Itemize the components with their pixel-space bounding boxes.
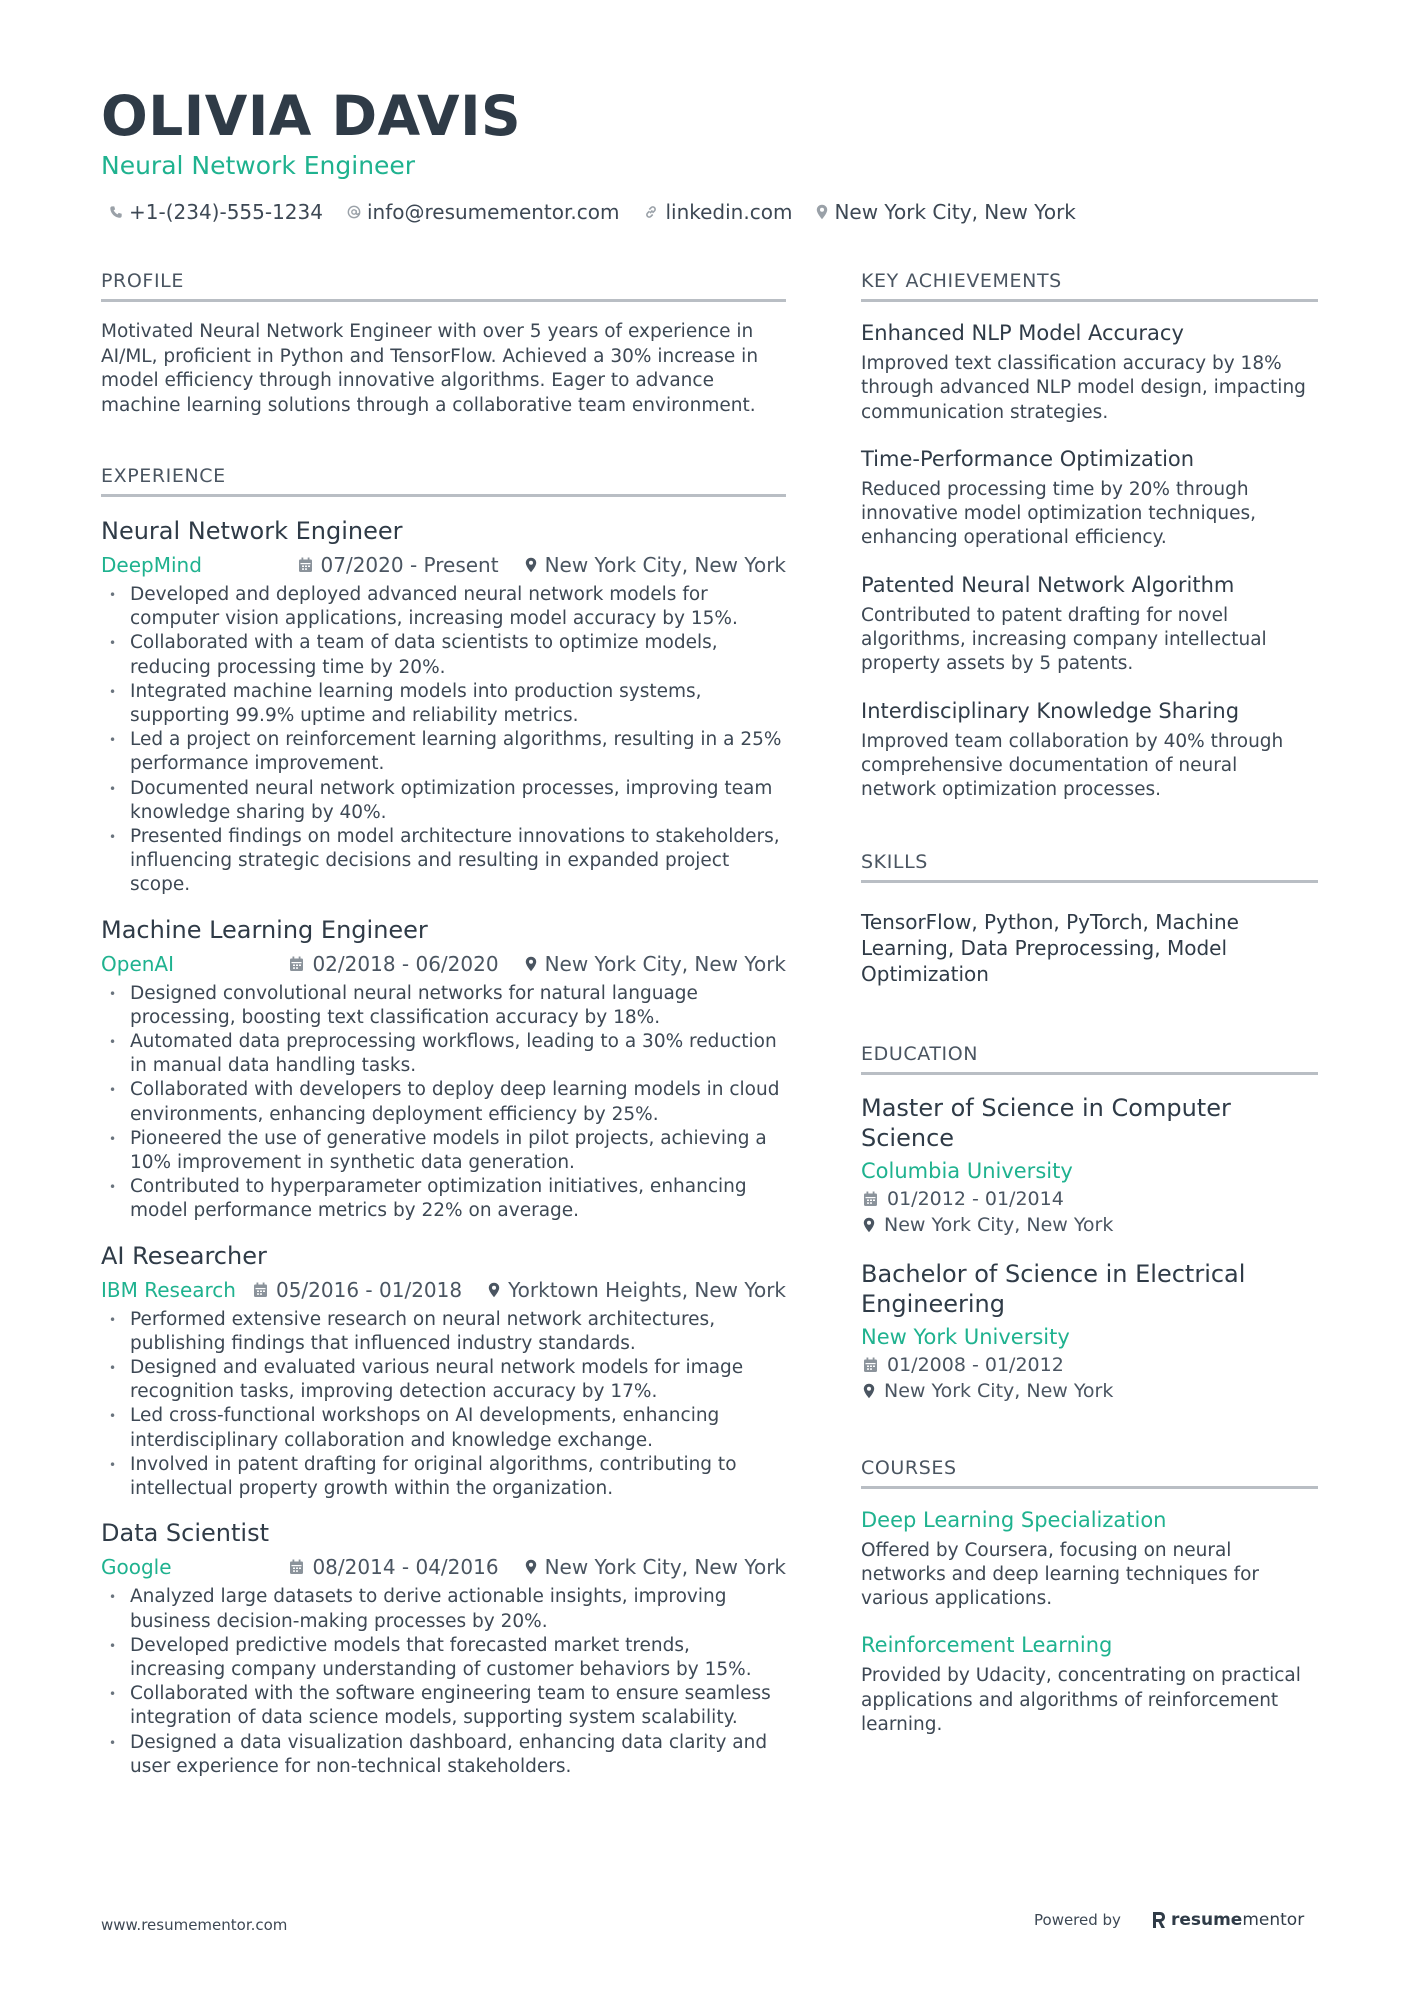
job-dates-text: 05/2016 - 01/2018: [275, 1277, 463, 1302]
right-column: [861, 268, 1318, 1737]
achievement-title: Enhanced NLP Model Accuracy: [861, 321, 1184, 345]
job-bullets: [101, 583, 786, 898]
job-dates-text: 02/2018 - 06/2020: [312, 951, 499, 976]
company-name: OpenAI: [101, 951, 174, 976]
resumementor-logo-icon: [1151, 1911, 1167, 1929]
course-item: [861, 1506, 1318, 1612]
bullet-item: • Performed extensive research on neural network architectures, publishing findings that influenced industry standards.: [101, 1308, 786, 1356]
skills-heading: SKILLS: [861, 849, 1318, 883]
linkedin-text: linkedin.com: [665, 200, 793, 224]
achievement-item: [861, 319, 1318, 425]
education-item: [861, 1259, 1318, 1403]
job-title: AI Researcher: [101, 1241, 267, 1270]
courses-section: [861, 1455, 1318, 1738]
job-dates: [298, 551, 499, 579]
education-school: New York University: [861, 1324, 1070, 1349]
bullet-item: • Contributed to hyperparameter optimization initiatives, enhancing model performance metrics by 22% on average.: [101, 1175, 786, 1223]
job-meta: [101, 1276, 786, 1304]
bullet-item: • Collaborated with a team of data scientists to optimize models, reducing processing time by 20%.: [101, 631, 786, 679]
job-meta: [101, 950, 786, 978]
calendar-icon: [863, 1191, 878, 1207]
achievement-desc: Contributed to patent drafting for novel algorithms, increasing company intellectual property assets by 5 patents.: [861, 604, 1267, 675]
education-dates-text: 01/2008 - 01/2012: [887, 1353, 1064, 1376]
achievement-title: Patented Neural Network Algorithm: [861, 572, 1235, 597]
calendar-icon: [863, 1357, 878, 1373]
job-location: [488, 1276, 786, 1304]
course-desc: Provided by Udacity, concentrating on practical applications and algorithms of reinforcement learning.: [861, 1665, 1301, 1736]
candidate-role: Neural Network Engineer: [101, 151, 416, 180]
job-location: [525, 950, 786, 978]
bullet-item: • Presented findings on model architecture innovations to stakeholders, influencing strategic decisions and resulting in expanded project scope.: [101, 825, 786, 898]
company-name: DeepMind: [101, 553, 202, 577]
map-pin-icon: [488, 1282, 500, 1298]
company-name: IBM Research: [101, 1277, 236, 1302]
company-name: Google: [101, 1555, 172, 1580]
bullet-item: • Designed convolutional neural networks for natural language processing, boosting text classification accuracy by 18%.: [101, 982, 786, 1030]
footer-website[interactable]: www.resumementor.com: [101, 1916, 288, 1934]
achievement-desc: Improved team collaboration by 40% through comprehensive documentation of neural network optimization processes.: [861, 730, 1284, 801]
bullet-item: • Led cross-functional workshops on AI developments, enhancing interdisciplinary collaboration and knowledge exchange.: [101, 1404, 786, 1452]
achievement-item: [861, 697, 1318, 803]
contact-phone[interactable]: [109, 198, 323, 226]
phone-text: +1-(234)-555-1234: [129, 200, 323, 224]
left-column: [101, 268, 786, 1779]
job-entry: [101, 515, 786, 898]
achievement-title: Interdisciplinary Knowledge Sharing: [861, 698, 1240, 723]
job-location-text: Yorktown Heights, New York: [508, 1277, 786, 1302]
education-dates-text: 01/2012 - 01/2014: [887, 1187, 1064, 1210]
at-icon: [347, 205, 361, 219]
job-meta-right: [253, 1276, 786, 1304]
location-text: New York City, New York: [834, 200, 1076, 224]
footer-branding: [1034, 1910, 1304, 1930]
job-meta-right: [289, 950, 786, 978]
education-item: [861, 1093, 1318, 1237]
bullet-item: • Designed a data visualization dashboard, enhancing data clarity and user experience for non-technical stakeholders.: [101, 1731, 786, 1779]
education-location-text: New York City, New York: [884, 1379, 1114, 1402]
job-location-text: New York City, New York: [544, 553, 786, 577]
skills-section: [861, 849, 1318, 987]
job-bullets: [101, 1585, 786, 1779]
job-location: [525, 1553, 786, 1581]
achievements-section: [861, 268, 1318, 803]
job-location-text: New York City, New York: [544, 951, 786, 976]
map-pin-icon: [525, 956, 537, 972]
profile-heading: PROFILE: [101, 268, 786, 302]
job-dates: [253, 1276, 462, 1304]
bullet-item: • Led a project on reinforcement learning algorithms, resulting in a 25% performance improvement.: [101, 728, 786, 776]
job-title: Neural Network Engineer: [101, 517, 403, 545]
job-location-text: New York City, New York: [544, 1555, 786, 1580]
brand-logo[interactable]: [1151, 1910, 1304, 1930]
contact-email[interactable]: [347, 198, 619, 226]
job-title: Data Scientist: [101, 1519, 269, 1548]
courses-heading: COURSES: [861, 1455, 1318, 1489]
course-item: [861, 1631, 1318, 1737]
education-dates: [861, 1187, 1318, 1211]
map-pin-icon: [816, 204, 828, 220]
bullet-item: • Collaborated with the software engineering team to ensure seamless integration of data science models, supporting system scalability.: [101, 1682, 786, 1730]
achievement-item: [861, 571, 1318, 677]
bullet-item: • Developed and deployed advanced neural network models for computer vision applications, increasing model accuracy by 15%.: [101, 583, 786, 631]
experience-section: [101, 463, 786, 1779]
calendar-icon: [298, 557, 313, 573]
map-pin-icon: [525, 557, 537, 573]
contact-bar: [109, 198, 1100, 226]
link-icon: [643, 204, 659, 220]
map-pin-icon: [525, 1559, 537, 1575]
job-meta-right: [298, 551, 787, 579]
job-location: [525, 551, 786, 579]
education-school: Columbia University: [861, 1158, 1073, 1183]
education-location-text: New York City, New York: [884, 1213, 1114, 1236]
profile-section: [101, 268, 786, 418]
calendar-icon: [289, 1559, 304, 1575]
phone-icon: [109, 205, 123, 219]
course-title: Reinforcement Learning: [861, 1633, 1113, 1658]
job-dates: [289, 950, 498, 978]
job-dates-text: 07/2020 - Present: [320, 553, 499, 577]
job-dates: [289, 1553, 498, 1581]
bullet-item: • Analyzed large datasets to derive actionable insights, improving business decision-making processes by 20%.: [101, 1585, 786, 1633]
bullet-item: • Automated data preprocessing workflows, leading to a 30% reduction in manual data handling tasks.: [101, 1030, 786, 1078]
bullet-item: • Integrated machine learning models into production systems, supporting 99.9% uptime and reliability metrics.: [101, 680, 786, 728]
contact-linkedin[interactable]: [643, 198, 792, 226]
calendar-icon: [253, 1282, 268, 1298]
bullet-item: • Documented neural network optimization processes, improving team knowledge sharing by 40%.: [101, 777, 786, 825]
achievement-desc: Improved text classification accuracy by 18% through advanced NLP model design, impacting communication strategies.: [861, 353, 1306, 423]
education-degree: Master of Science in Computer Science: [861, 1093, 1231, 1152]
map-pin-icon: [863, 1383, 875, 1399]
powered-by-label: Powered by: [1034, 1911, 1121, 1929]
education-heading: EDUCATION: [861, 1041, 1318, 1075]
job-bullets: [101, 1308, 786, 1502]
skills-text: TensorFlow, Python, PyTorch, Machine Learning, Data Preprocessing, Model Optimization: [861, 909, 1239, 986]
course-title: Deep Learning Specialization: [861, 1507, 1167, 1532]
contact-location: [816, 198, 1075, 226]
education-degree: Bachelor of Science in Electrical Engineering: [861, 1259, 1246, 1318]
brand-bold-text: resume: [1170, 1910, 1243, 1930]
job-meta: [101, 551, 786, 579]
achievement-desc: Reduced processing time by 20% through innovative model optimization techniques, enhancing operational efficiency.: [861, 478, 1257, 549]
course-desc: Offered by Coursera, focusing on neural networks and deep learning techniques for various applications.: [861, 1539, 1260, 1610]
job-entry: [101, 1240, 786, 1502]
education-location: [861, 1379, 1318, 1403]
job-meta: [101, 1553, 786, 1581]
bullet-item: • Collaborated with developers to deploy deep learning models in cloud environments, enhancing deployment efficiency by 25%.: [101, 1078, 786, 1126]
achievements-heading: KEY ACHIEVEMENTS: [861, 268, 1318, 302]
calendar-icon: [289, 956, 304, 972]
job-bullets: [101, 982, 786, 1224]
brand-light-text: mentor: [1242, 1910, 1305, 1930]
bullet-item: • Developed predictive models that forecasted market trends, increasing company understanding of customer behaviors by 15%.: [101, 1634, 786, 1682]
profile-text: Motivated Neural Network Engineer with over 5 years of experience in AI/ML, proficient in Python and TensorFlow. Achieved a 30% increase in model efficiency through innovative algorithms. Eager to advance machine learning solutions through a collaborative team environment.: [101, 321, 759, 416]
education-section: [861, 1041, 1318, 1403]
education-location: [861, 1213, 1318, 1237]
bullet-item: • Pioneered the use of generative models in pilot projects, achieving a 10% improvement in synthetic data generation.: [101, 1127, 786, 1175]
job-entry: [101, 914, 786, 1224]
education-dates: [861, 1353, 1318, 1377]
map-pin-icon: [863, 1217, 875, 1233]
achievement-item: [861, 445, 1318, 551]
job-dates-text: 08/2014 - 04/2016: [312, 1555, 499, 1580]
bullet-item: • Designed and evaluated various neural network models for image recognition tasks, improving detection accuracy by 17%.: [101, 1356, 786, 1404]
achievement-title: Time-Performance Optimization: [861, 446, 1195, 471]
job-entry: [101, 1517, 786, 1779]
job-title: Machine Learning Engineer: [101, 915, 428, 944]
email-text: info@resumementor.com: [366, 200, 620, 224]
job-meta-right: [289, 1553, 786, 1581]
experience-heading: EXPERIENCE: [101, 463, 786, 497]
candidate-name: OLIVIA DAVIS: [101, 84, 522, 148]
bullet-item: • Involved in patent drafting for original algorithms, contributing to intellectual property growth within the organization.: [101, 1453, 786, 1501]
